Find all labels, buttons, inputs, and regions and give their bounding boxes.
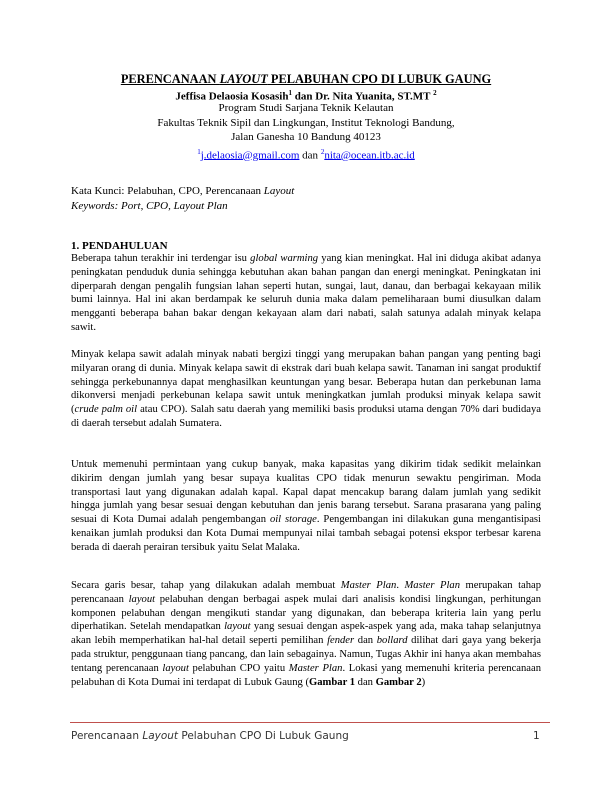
email-2-sup: 2 — [320, 147, 325, 156]
keywords-id-italic: Layout — [263, 185, 295, 197]
author-joiner: dan Dr. Nita Yuanita, ST.MT — [291, 90, 434, 103]
paragraph-3: Untuk memenuhi permintaan yang cukup banyak, maka kapasitas yang dikirim tidak sedikit melainkan dikirim dengan jumlah yang besar supaya kualitas CPO tidak menurun sewaktu pengiriman. Moda transportasi laut yang digunakan adalah kapal. Kapal dapat mencakup barang dalam jumlah yang sedikit hingga jumlah yang besar sesuai dengan kebutuhan dan jenis barang tersebut. Sarana prasarana yang paling sesuai di Kota Dumai adalah pengembangan oil storage. Pengembangan ini dilakukan guna mengantisipasi kenaikan jumlah produksi dan Kota Dumai mempunyai nilai tambah sebagai potensi ekspor terbesar karena berada di daerah perairan tersibuk yaitu Selat Malaka. — [71, 459, 541, 553]
email-joiner: dan — [299, 149, 321, 162]
section-heading-pendahuluan: 1. PENDAHULUAN — [71, 240, 168, 252]
author-1-sup: 1 — [288, 89, 292, 97]
email-link-2[interactable]: nita@ocean.itb.ac.id — [324, 149, 415, 162]
paragraph-4: Secara garis besar, tahap yang dilakukan adalah membuat Master Plan. Master Plan merupakan tahap perencanaan layout pelabuhan dengan berbagai aspek mulai dari analisis kondisi lingkungan, perhitungan komponen pelabuhan dengan mengikuti standar yang digunakan, dan beberapa kriteria lain yang perlu diperhatikan. Setelah mendapatkan layout yang sesuai dengan aspek-aspek yang ada, maka tahap selanjutnya akan lebih memperhatikan hal-hal detail seperti pemilihan fender dan bollard dilihat dari gaya yang bekerja pada struktur, penggunaan tiang pancang, dan lain sebagainya. Namun, Tugas Akhir ini hanya akan membahas tentang perencanaan layout pelabuhan CPO yaitu Master Plan. Lokasi yang memenuhi kriteria perencanaan pelabuhan di Kota Dumai ini terdapat di Lubuk Gaung (Gambar 1 dan Gambar 2) — [71, 580, 542, 688]
affiliation-line-2: Fakultas Teknik Sipil dan Lingkungan, Institut Teknologi Bandung, — [157, 116, 455, 129]
paragraph-1: Beberapa tahun terakhir ini terdengar isu global warming yang kian meningkat. Hal ini diduga akibat adanya peningkatan penduduk dunia sehingga kebutuhan akan bahan pangan dan energi meningkat. Peningkatan ini diperparah dengan pengalih fungsian lahan seperti hutan, sungai, laut, danau, dan berbagai kekayaan milik bumi lainnya. Hal ini akan berdampak ke seluruh dunia maka dalam pemeliharaan bumi diusulkan dalam mengganti beberapa bahan bakar dengan kekayaan alam dari nabati, salah satunya adalah minyak kelapa sawit. — [71, 253, 541, 333]
affiliation-line-3: Jalan Ganesha 10 Bandung 40123 — [231, 131, 381, 143]
paper-title — [60, 72, 552, 87]
keywords-english — [71, 199, 294, 214]
email-line — [60, 145, 552, 163]
affiliation — [60, 101, 552, 163]
title-part-2: LAYOUT — [219, 72, 268, 86]
footer-running-title: Perencanaan Layout Pelabuhan CPO Di Lubuk Gaung — [71, 730, 349, 742]
keywords-block — [71, 184, 294, 214]
keywords-en-label: Keywords — [71, 200, 115, 212]
email-1-sup: 1 — [197, 147, 201, 156]
keywords-id-label: Kata Kunci: Pelabuhan, CPO, Perencanaan — [71, 185, 264, 197]
affiliation-line-1: Program Studi Sarjana Teknik Kelautan — [218, 102, 394, 114]
title-part-3: PELABUHAN CPO DI LUBUK GAUNG — [267, 72, 492, 86]
keywords-en-text: : Port, CPO, Layout Plan — [114, 200, 228, 212]
author-2-sup: 2 — [433, 89, 437, 97]
keywords-indonesian — [71, 184, 294, 199]
title-part-1: PERENCANAAN — [120, 72, 220, 86]
paragraph-2: Minyak kelapa sawit adalah minyak nabati bergizi tinggi yang merupakan bahan pangan yang penting bagi milyaran orang di dunia. Minyak kelapa sawit di ekstrak dari buah kelapa sawit. Tanaman ini sangat produktif sehingga perkebunannya dapat menghasilkan keuntungan yang besar. Beberapa hutan dan perkebunan lama dikonversi menjadi perkebunan kelapa sawit untuk meningkatkan jumlah produksi minyak kelapa sawit (crude palm oil atau CPO). Salah satu daerah yang memiliki basis produksi utama dengan 70% dari budidaya di daerah tersebut adalah Sumatera. — [71, 349, 541, 429]
page-number: 1 — [533, 730, 540, 742]
author-1: Jeffisa Delaosia Kosasih — [175, 90, 289, 103]
email-link-1[interactable]: j.delaosia@gmail.com — [200, 149, 300, 162]
footer-rule — [70, 722, 550, 723]
